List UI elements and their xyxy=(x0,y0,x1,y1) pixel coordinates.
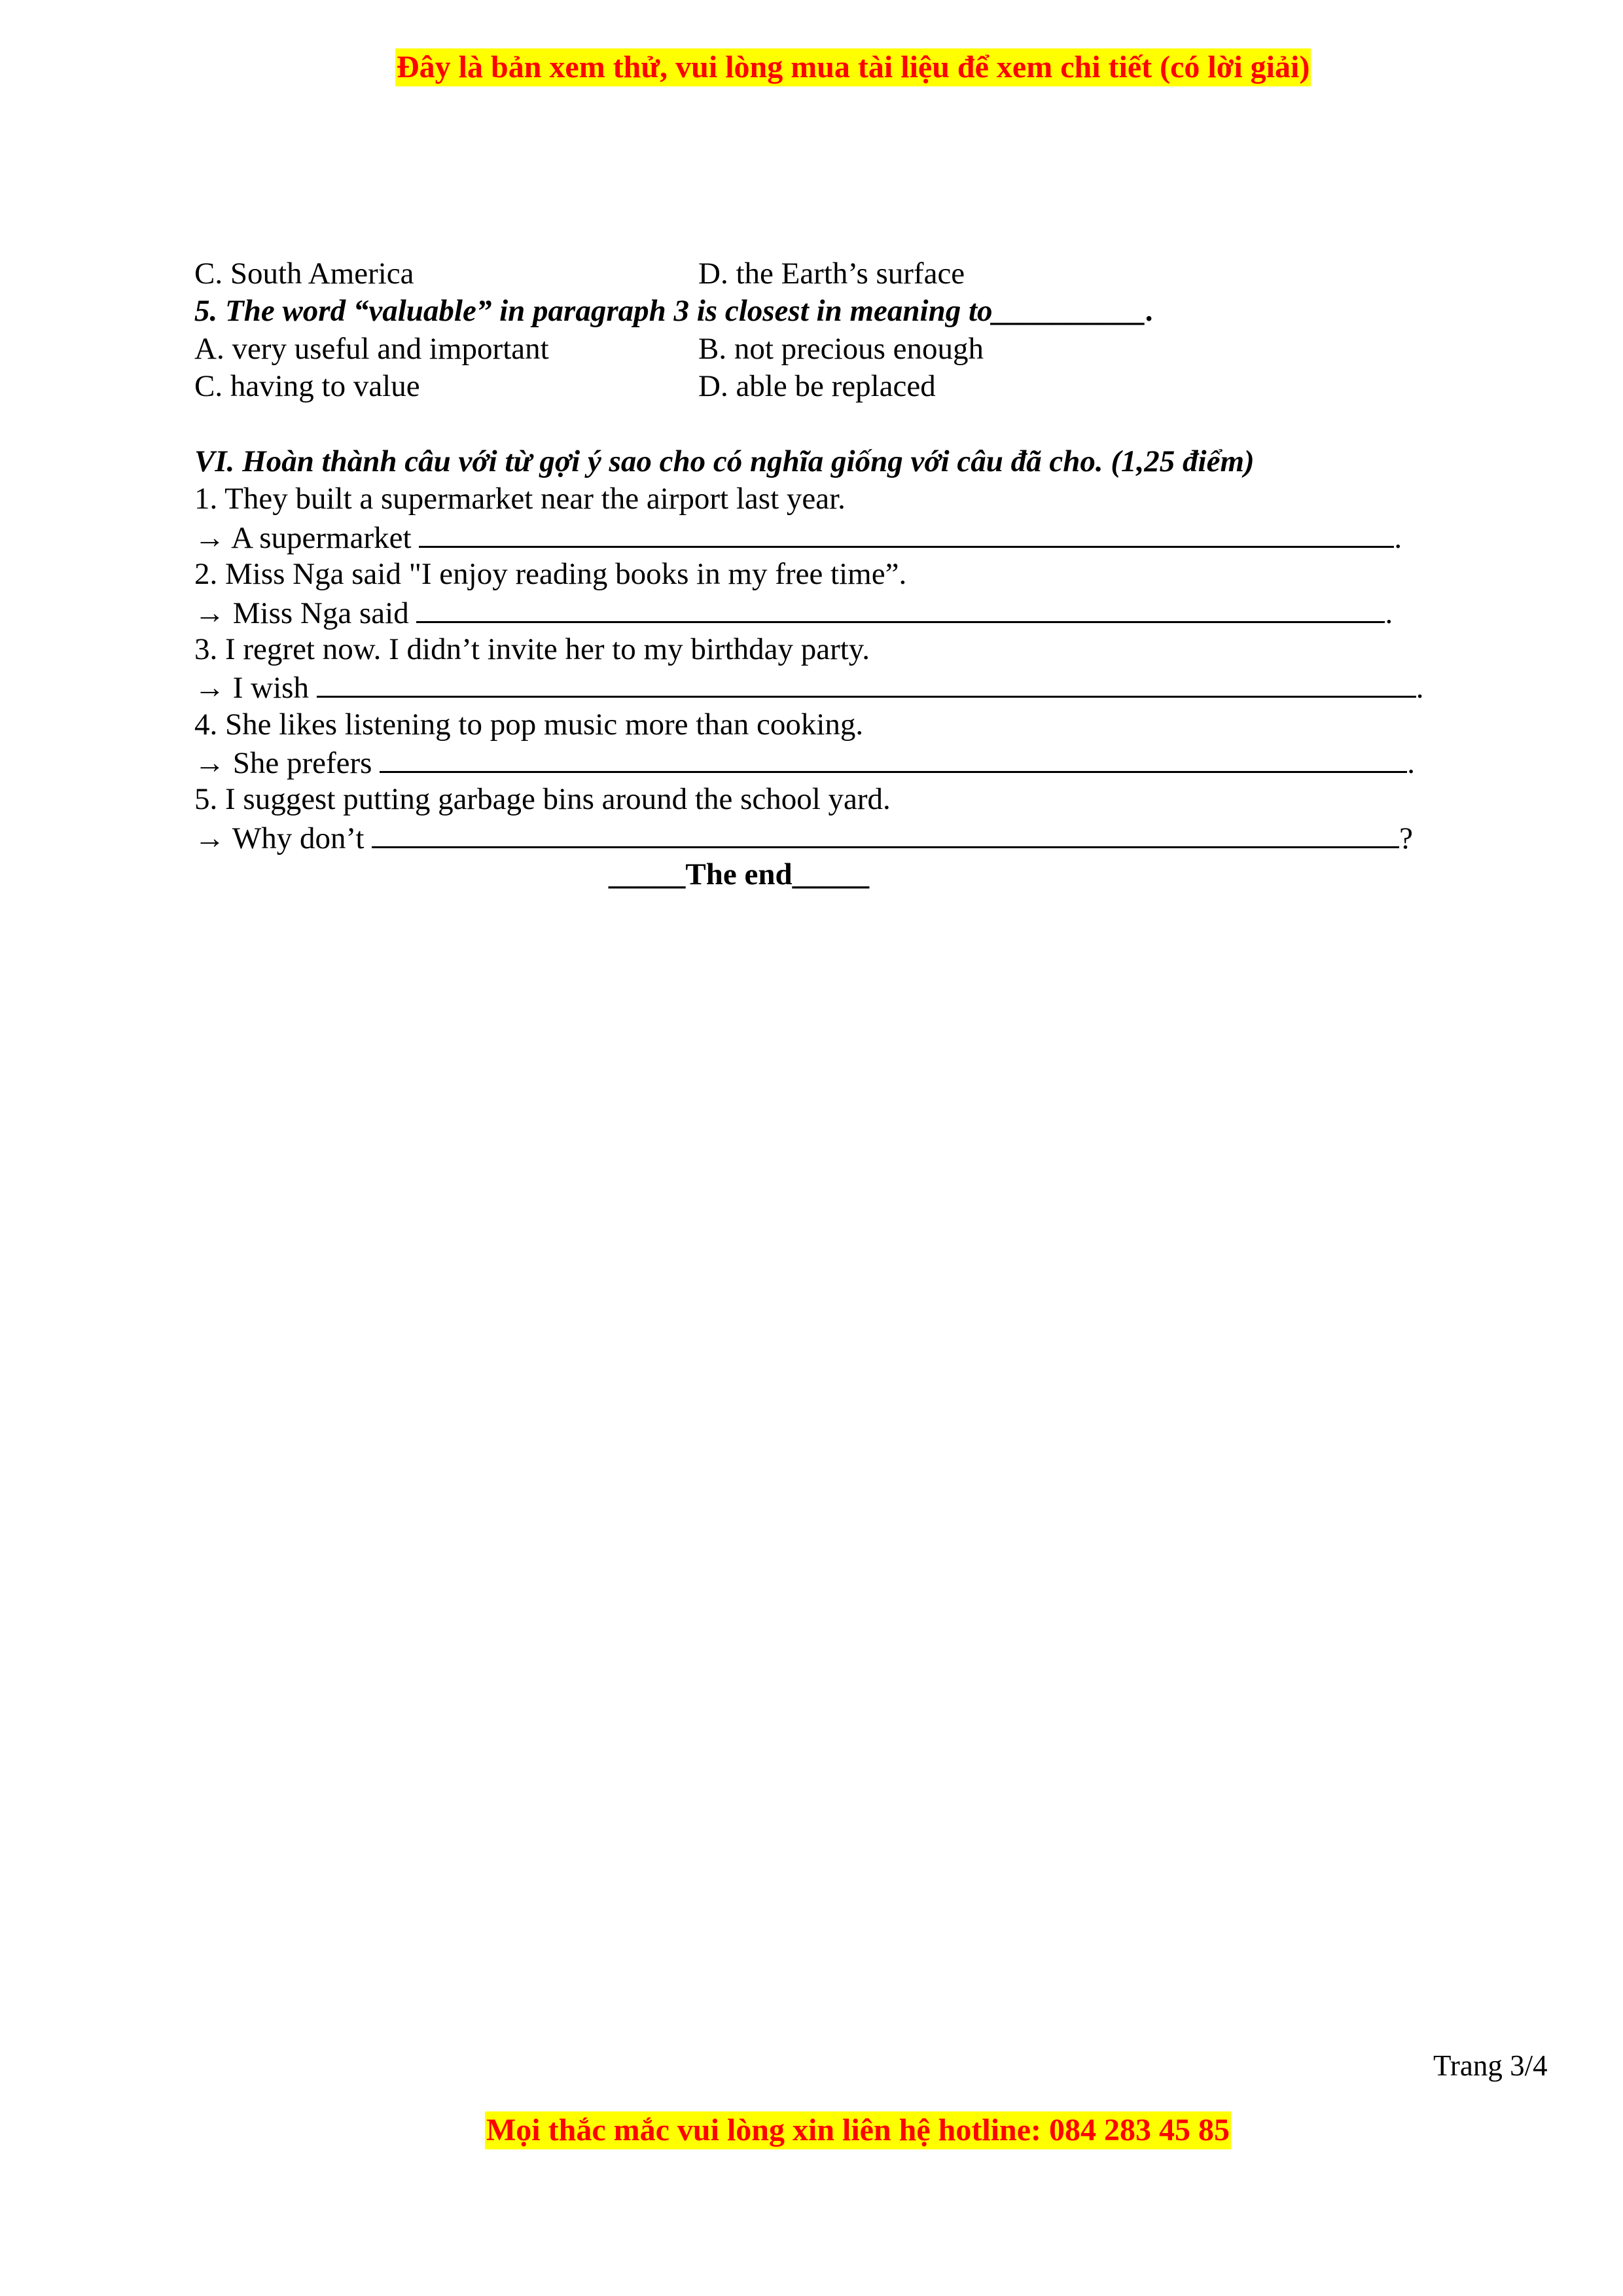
exercise-answer-line xyxy=(194,819,1438,856)
q5-options-row-1 xyxy=(194,331,1438,368)
exercise-sentence: 2. Miss Nga said "I enjoy reading books in my free time”. xyxy=(194,557,907,592)
exercise-sentence: 5. I suggest putting garbage bins around the school yard. xyxy=(194,782,891,817)
answer-cue: → Why don’t xyxy=(194,821,372,855)
the-end-marker: _____The end_____ xyxy=(608,857,870,892)
exercise-answer-line xyxy=(194,744,1438,781)
answer-cue: → Miss Nga said xyxy=(194,596,417,630)
answer-blank[interactable] xyxy=(317,668,1416,698)
preview-notice-banner: Đây là bản xem thử, vui lòng mua tài liệu để xem chi tiết (có lời giải) xyxy=(395,48,1311,86)
option-a: A. very useful and important xyxy=(194,331,549,366)
answer-cue: → A supermarket xyxy=(194,520,419,555)
exercise-answer-line xyxy=(194,518,1438,556)
option-c: C. having to value xyxy=(194,369,420,404)
q4-options-row xyxy=(194,255,1438,293)
page-number: Trang 3/4 xyxy=(1433,2049,1548,2082)
answer-end-punct: . xyxy=(1394,520,1402,555)
answer-end-punct: . xyxy=(1416,671,1424,706)
q5-options-row-2 xyxy=(194,368,1438,405)
answer-cue: → I wish xyxy=(194,671,317,706)
exercise-answer-line xyxy=(194,668,1438,706)
option-c: C. South America xyxy=(194,257,414,291)
option-d: D. able be replaced xyxy=(698,369,936,404)
answer-blank[interactable] xyxy=(372,819,1399,848)
exercise-answer-line xyxy=(194,594,1438,631)
option-d: D. the Earth’s surface xyxy=(698,257,965,291)
document-body xyxy=(194,255,1438,894)
exercise-sentence: 3. I regret now. I didn’t invite her to my birthday party. xyxy=(194,632,870,666)
exercise-sentence: 4. She likes listening to pop music more than cooking. xyxy=(194,707,864,742)
answer-cue: → She prefers xyxy=(194,746,380,781)
exercise-sentence: 1. They built a supermarket near the airport last year. xyxy=(194,482,846,516)
section-6-title: VI. Hoàn thành câu với từ gợi ý sao cho có nghĩa giống với câu đã cho. (1,25 điểm) xyxy=(194,444,1255,478)
answer-end-punct: . xyxy=(1385,596,1393,630)
answer-blank[interactable] xyxy=(419,518,1394,548)
hotline-banner: Mọi thắc mắc vui lòng xin liên hệ hotline: 084 283 45 85 xyxy=(485,2111,1231,2149)
answer-blank[interactable] xyxy=(380,744,1407,773)
answer-blank[interactable] xyxy=(416,594,1385,623)
question-5-prompt: 5. The word “valuable” in paragraph 3 is closest in meaning to__________. xyxy=(194,294,1154,329)
answer-end-punct: . xyxy=(1407,746,1415,781)
answer-end-punct: ? xyxy=(1399,821,1413,855)
option-b: B. not precious enough xyxy=(698,331,984,366)
